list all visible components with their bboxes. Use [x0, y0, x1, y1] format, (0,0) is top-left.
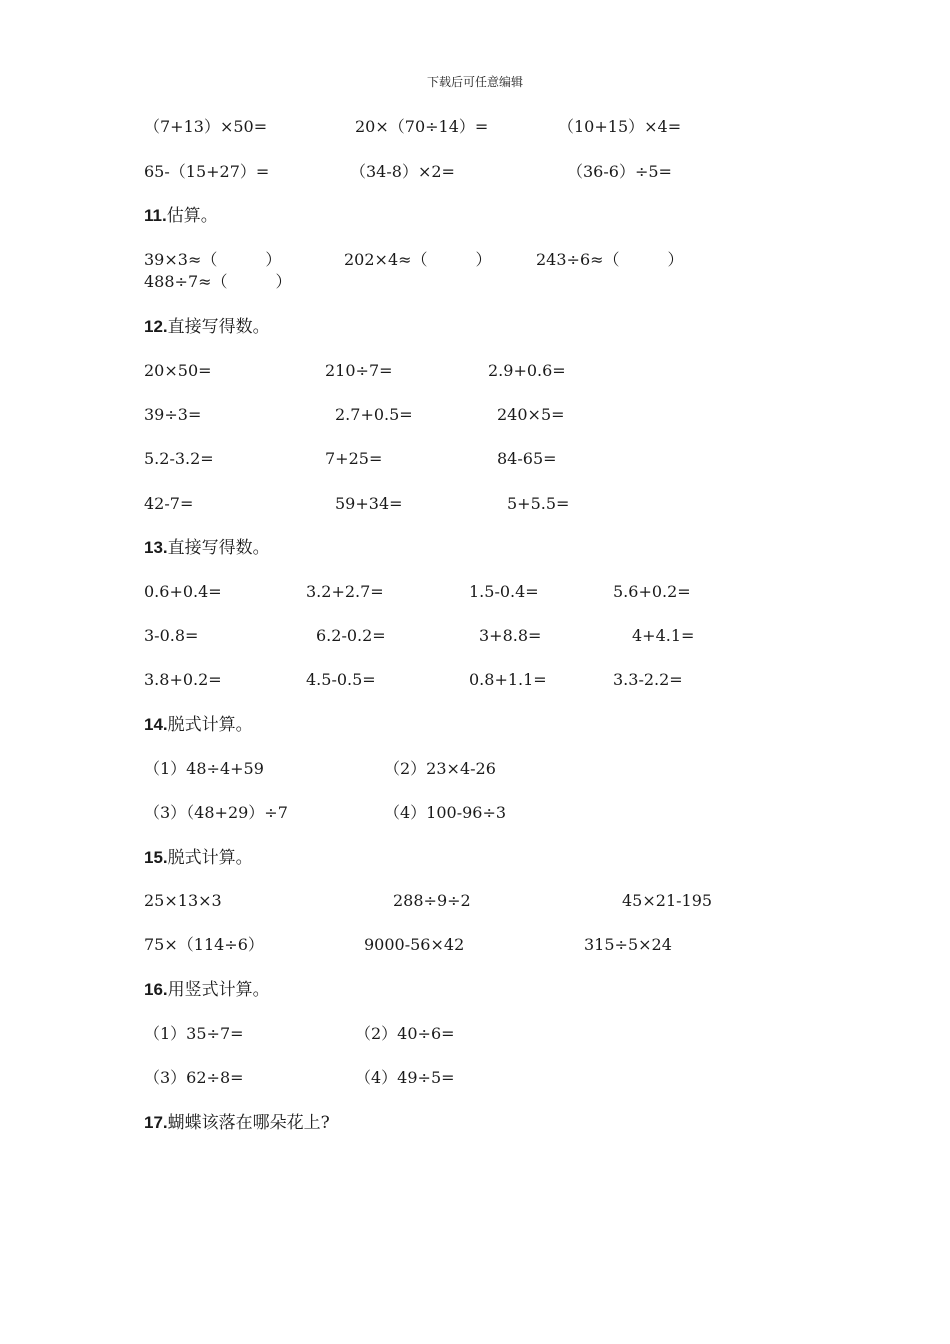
question-title: 直接写得数。 — [167, 538, 270, 558]
problem: （34-8）×2= — [350, 162, 455, 181]
problem: 2.9+0.6= — [488, 361, 566, 380]
question-heading — [144, 979, 270, 1001]
problem: （3）（48+29）÷7 — [144, 803, 288, 822]
problem: （4）100-96÷3 — [384, 803, 507, 822]
question-number: 14. — [144, 715, 168, 734]
problem: （7+13）×50= — [144, 117, 268, 136]
problem: 2.7+0.5= — [335, 405, 413, 424]
problem: 39×3≈（ ） — [144, 250, 282, 269]
problem: 1.5-0.4= — [469, 582, 539, 601]
problem: 20×（70÷14）= — [355, 117, 489, 136]
problem: 243÷6≈（ ） — [536, 250, 684, 269]
problem: （1）35÷7= — [144, 1024, 244, 1043]
problem: （3）62÷8= — [144, 1068, 244, 1087]
question-title: 脱式计算。 — [167, 848, 253, 868]
question-number: 17. — [144, 1113, 168, 1132]
problem: （2）40÷6= — [355, 1024, 455, 1043]
problem: 3+8.8= — [479, 626, 542, 645]
problem: 240×5= — [497, 405, 565, 424]
problem: 5.6+0.2= — [613, 582, 691, 601]
problem: 65-（15+27）= — [144, 162, 270, 181]
problem: 3.2+2.7= — [306, 582, 384, 601]
problem: 3.8+0.2= — [144, 670, 222, 689]
problem: 5.2-3.2= — [144, 449, 214, 468]
problem: 45×21-195 — [622, 891, 713, 910]
problem: （4）49÷5= — [355, 1068, 455, 1087]
question-heading — [144, 1112, 330, 1134]
problem: 20×50= — [144, 361, 212, 380]
problem: 4.5-0.5= — [306, 670, 376, 689]
question-title: 估算。 — [166, 206, 218, 226]
problem: （10+15）×4= — [558, 117, 682, 136]
problem: 4+4.1= — [632, 626, 695, 645]
question-title: 直接写得数。 — [167, 317, 270, 337]
problem: 9000-56×42 — [364, 935, 465, 954]
problem: 59+34= — [335, 494, 403, 513]
problem: （1）48÷4+59 — [144, 759, 264, 778]
problem: 84-65= — [497, 449, 557, 468]
problem: 7+25= — [325, 449, 383, 468]
problem: （36-6）÷5= — [567, 162, 672, 181]
problem: 39÷3= — [144, 405, 202, 424]
problem: 202×4≈（ ） — [344, 250, 492, 269]
question-title: 脱式计算。 — [167, 715, 253, 735]
problem: 25×13×3 — [144, 891, 222, 910]
question-heading — [144, 205, 218, 227]
problem: 488÷7≈（ ） — [144, 272, 292, 291]
problem: 3.3-2.2= — [613, 670, 683, 689]
problem: 42-7= — [144, 494, 194, 513]
question-title: 蝴蝶该落在哪朵花上? — [167, 1113, 330, 1133]
question-heading — [144, 847, 253, 869]
problem: 3-0.8= — [144, 626, 199, 645]
problem: 210÷7= — [325, 361, 393, 380]
question-number: 13. — [144, 538, 168, 557]
problem: 288÷9÷2 — [393, 891, 471, 910]
question-number: 12. — [144, 317, 168, 336]
problem: 0.6+0.4= — [144, 582, 222, 601]
problem: 6.2-0.2= — [316, 626, 386, 645]
problem: （2）23×4-26 — [384, 759, 496, 778]
problem: 5+5.5= — [507, 494, 570, 513]
question-number: 11. — [144, 206, 167, 225]
problem: 315÷5×24 — [584, 935, 672, 954]
question-number: 15. — [144, 848, 168, 867]
page-header: 下载后可任意编辑 — [426, 75, 523, 89]
question-heading — [144, 537, 270, 559]
question-title: 用竖式计算。 — [167, 980, 270, 1000]
question-number: 16. — [144, 980, 168, 999]
question-heading — [144, 316, 270, 338]
problem: 0.8+1.1= — [469, 670, 547, 689]
problem: 75×（114÷6） — [144, 935, 264, 954]
question-heading — [144, 714, 253, 736]
